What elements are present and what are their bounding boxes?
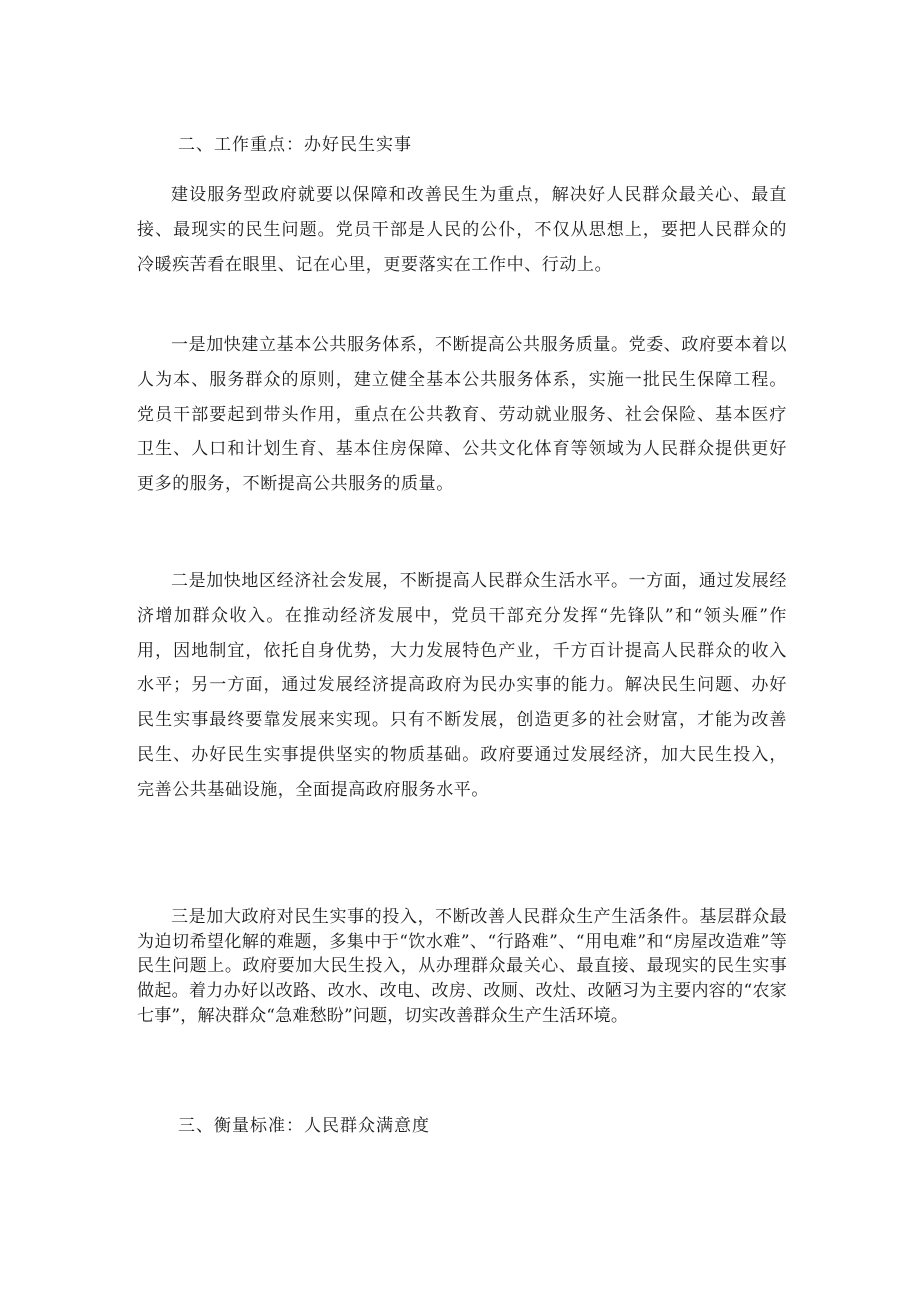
- section-heading-3: 三、衡量标准：人民群众满意度: [178, 1116, 430, 1136]
- paragraph-item-2: 二是加快地区经济社会发展，不断提高人民群众生活水平。一方面，通过发展经济增加群众收入。在推动经济发展中，党员干部充分发挥“先锋队”和“领头雁”作用，因地制宜，依托自身优势，大力发展特色产业，千方百计提高人民群众的收入水平；另一方面，通过发展经济提高政府为民办实事的能力。解决民生问题、办好民生实事最终要靠发展来实现。只有不断发展，创造更多的社会财富，才能为改善民生、办好民生实事提供坚实的物质基础。政府要通过发展经济，加大民生投入，完善公共基础设施，全面提高政府服务水平。: [137, 571, 787, 800]
- paragraph-item-3: 三是加大政府对民生实事的投入，不断改善人民群众生产生活条件。基层群众最为迫切希望化解的难题，多集中于“饮水难”、“行路难”、“用电难”和“房屋改造难”等民生问题上。政府要加大民生投入，从办理群众最关心、最直接、最现实的民生实事做起。着力办好以改路、改水、改电、改房、改厕、改灶、改陋习为主要内容的“农家七事”，解决群众“急难愁盼”问题，切实改善群众生产生活环境。: [137, 907, 787, 1026]
- paragraph-item-1: 一是加快建立基本公共服务体系，不断提高公共服务质量。党委、政府要本着以人为本、服务群众的原则，建立健全基本公共服务体系，实施一批民生保障工程。党员干部要起到带头作用，重点在公共教育、劳动就业服务、社会保险、基本医疗卫生、人口和计划生育、基本住房保障、公共文化体育等领域为人民群众提供更好更多的服务，不断提高公共服务的质量。: [137, 335, 787, 495]
- paragraph-intro: 建设服务型政府就要以保障和改善民生为重点，解决好人民群众最关心、最直接、最现实的民生问题。党员干部是人民的公仆，不仅从思想上，要把人民群众的冷暖疾苦看在眼里、记在心里，更要落实在工作中、行动上。: [137, 185, 787, 275]
- section-heading-2: 二、工作重点：办好民生实事: [178, 135, 412, 155]
